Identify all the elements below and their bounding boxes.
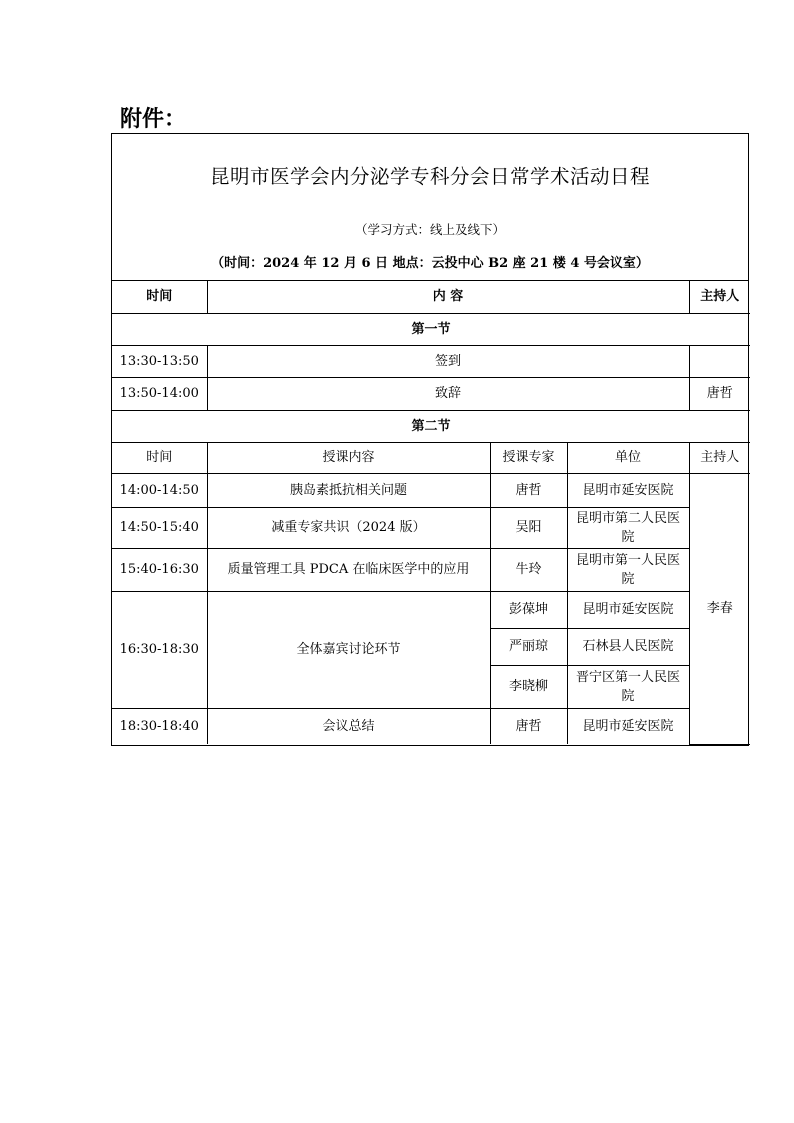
row-host	[689, 345, 750, 377]
s2-header-time: 时间	[112, 442, 207, 473]
table-row	[112, 591, 750, 628]
row-expert: 严丽琼	[490, 628, 567, 665]
section2-title: 第二节	[112, 410, 750, 442]
row-unit: 昆明市第一人民医院	[567, 548, 689, 591]
row-content: 胰岛素抵抗相关问题	[207, 473, 490, 507]
row-unit: 昆明市第二人民医院	[567, 507, 689, 548]
table-row	[112, 473, 750, 507]
table-row	[112, 345, 750, 377]
row-content: 质量管理工具 PDCA 在临床医学中的应用	[207, 548, 490, 591]
row-time: 14:50-15:40	[112, 507, 207, 548]
row-unit: 昆明市延安医院	[567, 473, 689, 507]
row-content: 会议总结	[207, 708, 490, 744]
row-expert: 彭葆坤	[490, 591, 567, 628]
row-content: 签到	[207, 345, 689, 377]
table-row	[112, 377, 750, 410]
discussion-time: 16:30-18:30	[112, 591, 207, 708]
study-mode: （学习方式：线上及线下）	[354, 222, 505, 237]
header-time: 时间	[112, 281, 207, 313]
section-title-row	[112, 313, 750, 345]
row-unit: 石林县人民医院	[567, 628, 689, 665]
attachment-label: 附件：	[120, 107, 187, 132]
row-time: 13:50-14:00	[112, 377, 207, 410]
table-row	[112, 507, 750, 548]
section2-host: 李春	[689, 473, 750, 744]
section2-header-row	[112, 442, 750, 473]
s2-header-unit: 单位	[567, 442, 689, 473]
header-content: 内 容	[207, 281, 689, 313]
s2-header-content: 授课内容	[207, 442, 490, 473]
schedule-title: 昆明市医学会内分泌学专科分会日常学术活动日程	[209, 165, 650, 188]
row-expert: 吴阳	[490, 507, 567, 548]
schedule-header	[112, 134, 748, 281]
row-expert: 唐哲	[490, 708, 567, 744]
time-location: （时间：2024 年 12 月 6 日 地点：云投中心 B2 座 21 楼 4 号会议室）	[211, 256, 649, 271]
row-time: 13:30-13:50	[112, 345, 207, 377]
s2-header-expert: 授课专家	[490, 442, 567, 473]
section-title-row	[112, 410, 750, 442]
table-row	[112, 708, 750, 744]
row-expert: 李晓柳	[490, 665, 567, 708]
schedule-sheet	[111, 133, 749, 746]
row-host: 唐哲	[689, 377, 750, 410]
row-unit: 昆明市延安医院	[567, 591, 689, 628]
header-host: 主持人	[689, 281, 750, 313]
row-expert: 唐哲	[490, 473, 567, 507]
row-content: 减重专家共识（2024 版）	[207, 507, 490, 548]
discussion-content: 全体嘉宾讨论环节	[207, 591, 490, 708]
row-time: 18:30-18:40	[112, 708, 207, 744]
row-expert: 牛玲	[490, 548, 567, 591]
s2-header-host: 主持人	[689, 442, 750, 473]
table-row	[112, 548, 750, 591]
row-content: 致辞	[207, 377, 689, 410]
table-header-row	[112, 281, 750, 313]
row-time: 15:40-16:30	[112, 548, 207, 591]
row-unit: 晋宁区第一人民医院	[567, 665, 689, 708]
row-unit: 昆明市延安医院	[567, 708, 689, 744]
schedule-table	[112, 281, 750, 745]
section1-title: 第一节	[112, 313, 750, 345]
row-time: 14:00-14:50	[112, 473, 207, 507]
